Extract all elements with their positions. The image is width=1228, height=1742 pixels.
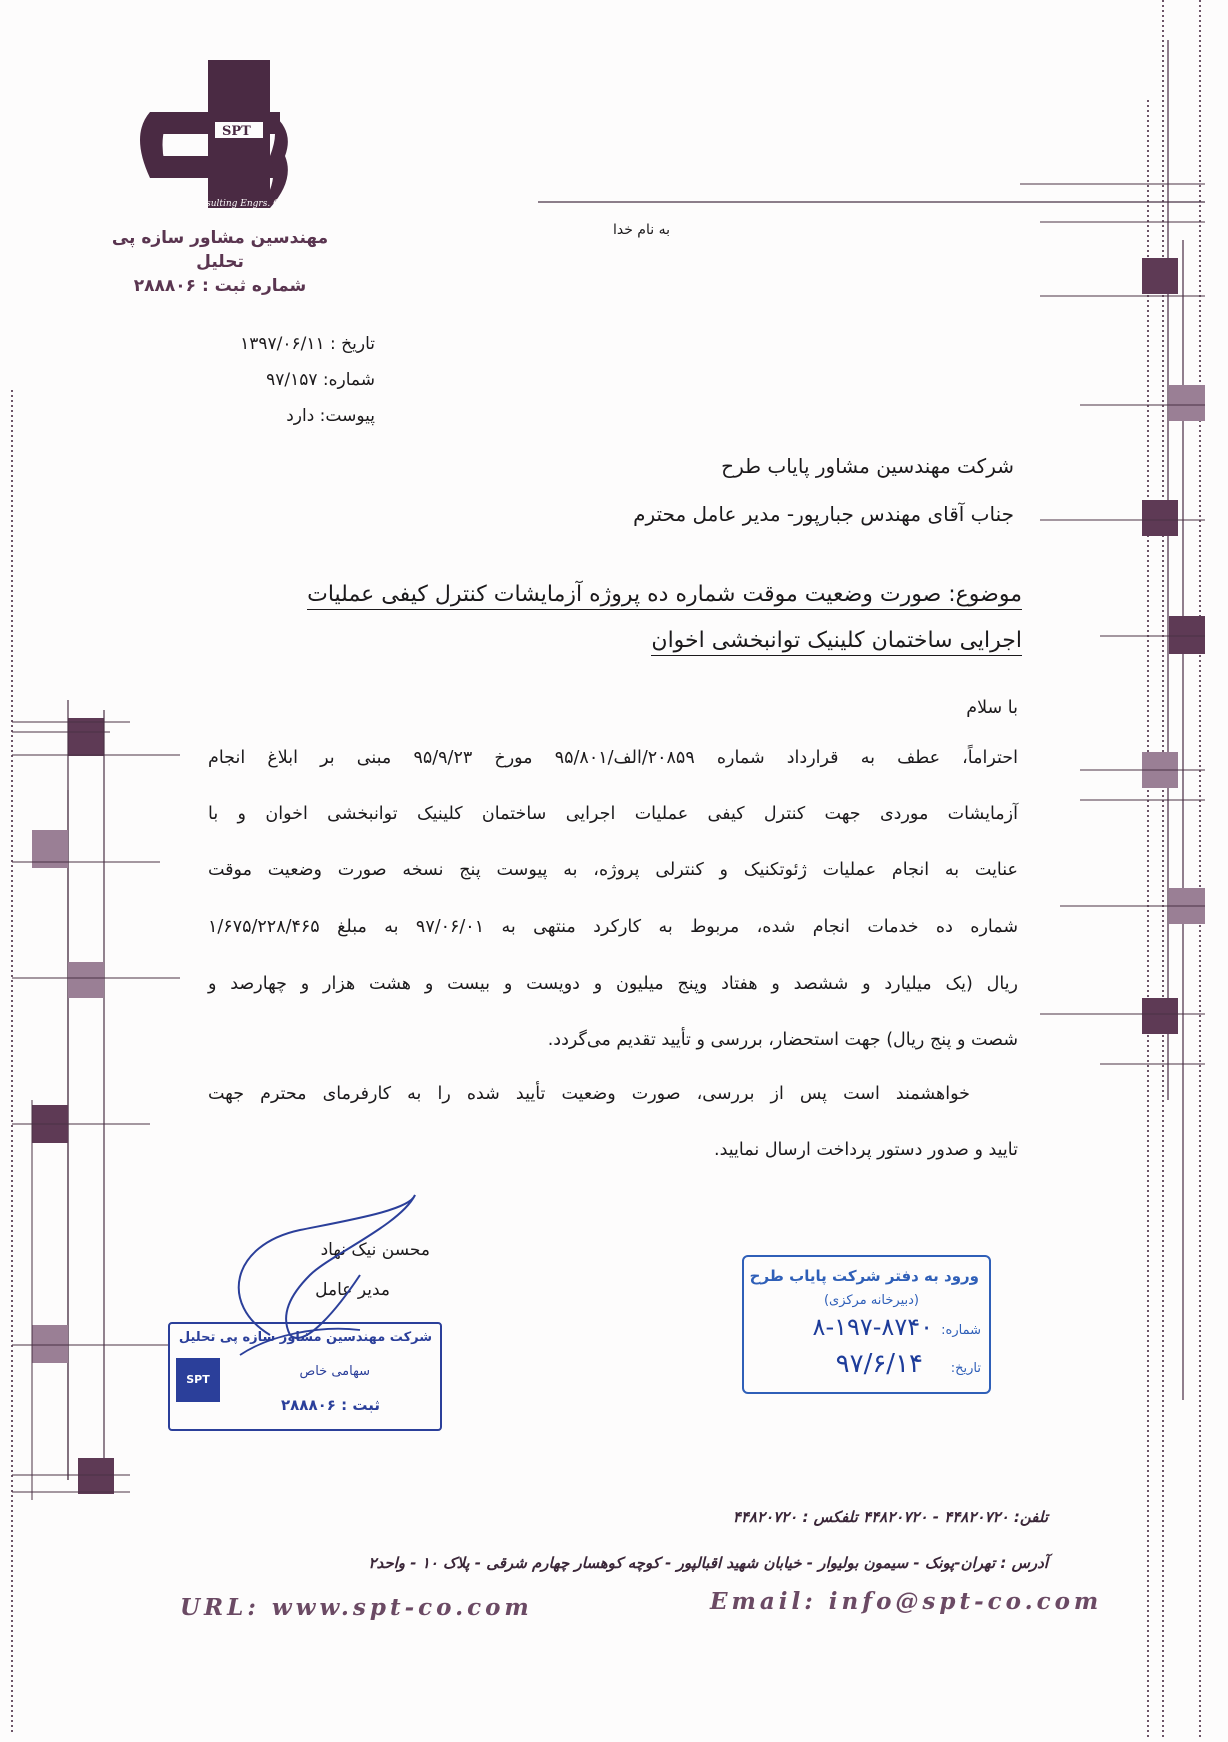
receipt-stamp-subtitle: (دبیرخانه مرکزی) — [823, 1293, 919, 1308]
invocation: به نام خدا — [612, 222, 670, 238]
signer-name: محسن نیک نهاد — [320, 1240, 430, 1260]
company-name-block — [90, 226, 350, 298]
subject — [222, 572, 1022, 664]
body-line: عنایت به انجام عملیات ژئوتکنیک و کنترلی پروژه، به پیوست پنج نسخه صورت وضعیت موقت — [208, 860, 1018, 880]
receipt-stamp — [742, 1255, 991, 1394]
footer-address: آدرس : تهران-پونک - سیمون بولیوار - خیابان شهید اقبالپور - کوچه کوهسار چهارم شرقی - پلاک ۱۰ - واحد۲ — [368, 1554, 1048, 1572]
company-stamp-logo: SPT — [176, 1358, 220, 1402]
body-line: شماره ده خدمات انجام شده، مربوط به کارکرد منتهی به ۹۷/۰۶/۰۱ به مبلغ ۱/۶۷۵/۲۲۸/۴۶۵ — [208, 917, 1019, 937]
body-line: شصت و پنج ریال) جهت استحضار، بررسی و تأیید تقدیم می‌گردد. — [547, 1030, 1018, 1050]
letter-number: شماره: ۹۷/۱۵۷ — [266, 370, 375, 390]
letter-date: تاریخ : ۱۳۹۷/۰۶/۱۱ — [240, 334, 375, 354]
company-stamp-registration: ثبت : ۲۸۸۸۰۶ — [280, 1396, 380, 1414]
receipt-stamp-number-label: شماره: — [941, 1323, 981, 1338]
greeting: با سلام — [966, 698, 1018, 718]
footer-phone: تلفن: ۴۴۸۲۰۷۲۰ - ۴۴۸۲۰۷۲۰ تلفکس : ۴۴۸۲۰۷۲۰ — [732, 1508, 1048, 1526]
company-stamp-name: شرکت مهندسین مشاور سازه پی تحلیل — [178, 1330, 432, 1345]
recipient-company: شرکت مهندسین مشاور پایاب طرح — [721, 454, 1014, 478]
body-line: ریال (یک میلیارد و ششصد و هفتاد وپنج میلیون و دویست و بیست و هشت هزار و چهارصد و — [208, 974, 1018, 994]
logo-text: SPT — [222, 124, 251, 139]
body-line: آزمایشات موردی جهت کنترل کیفی عملیات اجرایی ساختمان کلینیک توانبخشی اخوان و با — [208, 804, 1018, 824]
subject-line-1: موضوع: صورت وضعیت موقت شماره ده پروژه آزمایشات کنترل کیفی عملیات — [307, 582, 1022, 610]
footer-email: Email: info@spt-co.com — [710, 1588, 1103, 1615]
body-line: خواهشمند است پس از بررسی، صورت وضعیت تأیید شده را به کارفرمای محترم جهت — [208, 1084, 970, 1104]
signer-title: مدیر عامل — [315, 1280, 390, 1300]
company-logo — [130, 60, 295, 215]
receipt-stamp-title: ورود به دفتر شرکت پایاب طرح — [749, 1267, 979, 1285]
receipt-stamp-date-value: ۹۷/۶/۱۴ — [835, 1349, 923, 1379]
recipient-person: جناب آقای مهندس جبارپور- مدیر عامل محترم — [633, 502, 1014, 526]
receipt-stamp-number-value: ۸-۱۹۷-۸۷۴۰ — [812, 1313, 933, 1341]
logo-caption: Consulting Engrs. Co. — [188, 199, 289, 209]
footer-url: URL: www.spt-co.com — [180, 1594, 533, 1621]
company-stamp — [168, 1322, 442, 1431]
letter-attachment: پیوست: دارد — [286, 406, 375, 426]
company-registration: شماره ثبت : ۲۸۸۸۰۶ — [133, 276, 307, 296]
subject-line-2: اجرایی ساختمان کلینیک توانبخشی اخوان — [651, 628, 1022, 656]
company-name: مهندسین مشاور سازه پی تحلیل — [111, 228, 329, 272]
body-line: احتراماً، عطف به قرارداد شماره ۲۰۸۵۹/الف/۹۵/۸۰۱ مورخ ۹۵/۹/۲۳ مبنی بر ابلاغ انجام — [208, 748, 1018, 768]
company-stamp-type: سهامی خاص — [299, 1364, 370, 1379]
receipt-stamp-date-label: تاریخ: — [950, 1361, 981, 1376]
body-line: تایید و صدور دستور پرداخت ارسال نمایید. — [714, 1140, 1018, 1160]
